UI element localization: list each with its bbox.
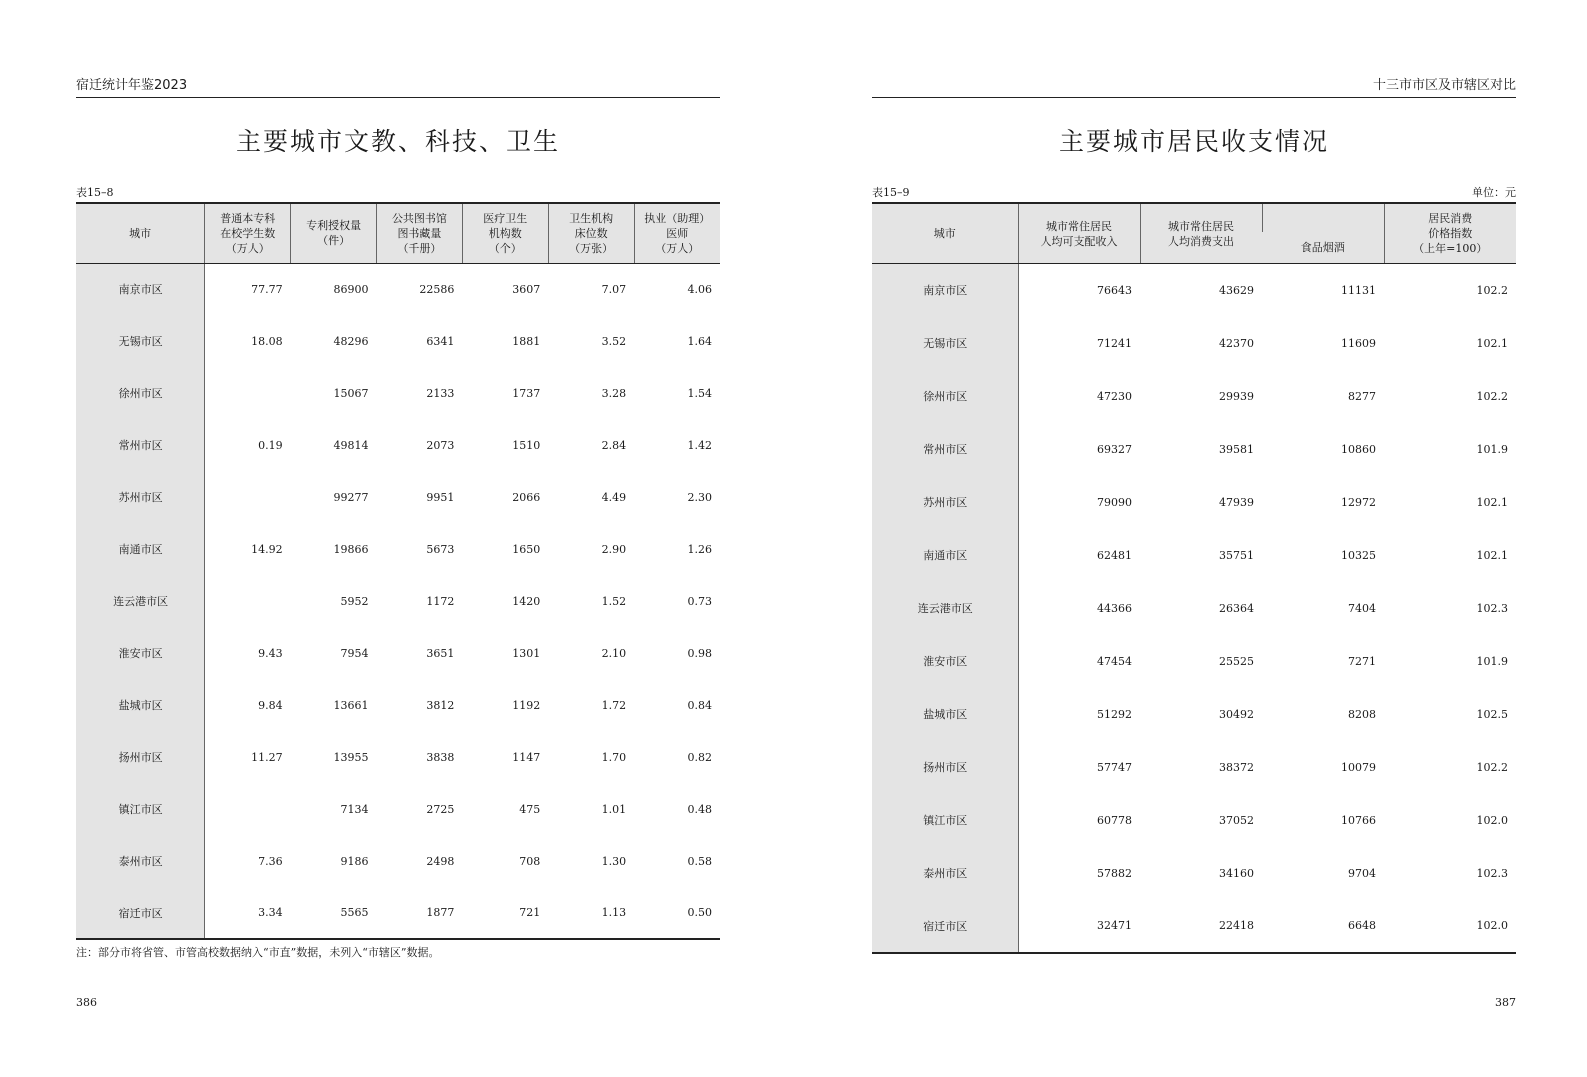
cell-doctors: 0.98 (687, 646, 712, 660)
table-row (76, 263, 720, 315)
cell-city: 常州市区 (76, 419, 205, 471)
cell-patents: 48296 (333, 334, 369, 348)
cell-beds: 2.90 (601, 542, 627, 556)
cell-patents: 15067 (333, 386, 369, 400)
cell-doctors: 1.64 (687, 334, 712, 348)
cell-income: 32471 (1018, 900, 1140, 953)
education-health-table (76, 202, 720, 940)
cell-cpi: 102.2 (1476, 389, 1508, 403)
table-row (76, 679, 720, 731)
cell-expenditure: 35751 (1219, 548, 1254, 562)
cell-food: 7404 (1348, 601, 1376, 615)
col-header-doctors: 执业（助理） 医师 （万人） (634, 203, 720, 263)
cell-institutions: 1301 (512, 646, 541, 660)
table-row (872, 900, 1516, 953)
cell-expenditure: 30492 (1219, 707, 1254, 721)
cell-doctors: 0.50 (634, 887, 720, 939)
col-header-institutions: 医疗卫生 机构数 （个） (462, 203, 548, 263)
cell-city: 宿迁市区 (872, 900, 1018, 953)
cell-city: 盐城市区 (872, 688, 1018, 741)
cell-beds: 3.28 (601, 386, 627, 400)
cell-city: 宿迁市区 (76, 887, 205, 939)
col-header-city: 城市 (76, 203, 205, 263)
cell-students: 77.77 (251, 282, 283, 296)
cell-city: 徐州市区 (872, 370, 1018, 423)
cell-students: 9.43 (258, 646, 283, 660)
cell-expenditure: 47939 (1219, 495, 1254, 509)
cell-city: 南通市区 (872, 529, 1018, 582)
cell-city: 镇江市区 (76, 783, 205, 835)
cell-income: 44366 (1097, 601, 1132, 615)
cell-expenditure: 43629 (1219, 283, 1254, 297)
col-header-patents: 专利授权量 （件） (291, 203, 377, 263)
cell-institutions: 475 (519, 802, 541, 816)
cell-beds: 4.49 (601, 490, 627, 504)
right-page (872, 0, 1516, 1077)
table-row (872, 741, 1516, 794)
cell-income: 47454 (1097, 654, 1132, 668)
col-header-food: 食品烟酒 (1262, 232, 1384, 264)
table-row (872, 476, 1516, 529)
table-id: 表15–9 (872, 186, 910, 199)
cell-doctors: 4.06 (687, 282, 712, 296)
cell-city: 扬州市区 (872, 741, 1018, 794)
cell-income: 60778 (1097, 813, 1132, 827)
table-row (76, 471, 720, 523)
cell-patents: 13661 (333, 698, 369, 712)
cell-expenditure: 29939 (1219, 389, 1254, 403)
cell-doctors: 0.82 (687, 750, 712, 764)
cell-institutions: 1650 (512, 542, 541, 556)
cell-city: 南京市区 (872, 264, 1018, 317)
cell-institutions: 1510 (512, 438, 541, 452)
cell-cpi: 102.5 (1476, 707, 1508, 721)
cell-cpi: 102.3 (1476, 866, 1508, 880)
cell-library: 1877 (377, 887, 463, 939)
cell-beds: 1.72 (601, 698, 627, 712)
cell-students (205, 471, 291, 523)
cell-city: 淮安市区 (76, 627, 205, 679)
cell-doctors: 1.26 (687, 542, 712, 556)
cell-city: 苏州市区 (872, 476, 1018, 529)
cell-city: 南通市区 (76, 523, 205, 575)
table-meta-right (872, 184, 1516, 200)
cell-students: 0.19 (258, 438, 283, 452)
table-row (872, 370, 1516, 423)
cell-expenditure: 34160 (1219, 866, 1254, 880)
cell-beds: 1.13 (548, 887, 634, 939)
cell-cpi: 102.1 (1476, 548, 1508, 562)
table-row (76, 315, 720, 367)
cell-students (205, 575, 291, 627)
cell-doctors: 0.73 (687, 594, 712, 608)
page-title-left: 主要城市文教、科技、卫生 (235, 127, 560, 156)
cell-cpi: 101.9 (1476, 442, 1508, 456)
cell-food: 7271 (1348, 654, 1376, 668)
cell-expenditure: 26364 (1219, 601, 1254, 615)
cell-cpi: 101.9 (1476, 654, 1508, 668)
cell-city: 南京市区 (76, 263, 205, 315)
cell-patents: 7134 (340, 802, 369, 816)
cell-cpi: 102.3 (1476, 601, 1508, 615)
cell-income: 76643 (1097, 283, 1132, 297)
cell-cpi: 102.1 (1476, 495, 1508, 509)
cell-doctors: 1.42 (687, 438, 712, 452)
cell-city: 常州市区 (872, 423, 1018, 476)
cell-food: 12972 (1341, 495, 1376, 509)
cell-patents: 19866 (333, 542, 369, 556)
cell-library: 2725 (426, 802, 455, 816)
cell-food: 10079 (1341, 760, 1376, 774)
cell-students (205, 367, 291, 419)
cell-patents: 5565 (291, 887, 377, 939)
table-row (872, 688, 1516, 741)
cell-library: 2073 (426, 438, 455, 452)
cell-patents: 86900 (333, 282, 369, 296)
cell-beds: 2.10 (601, 646, 627, 660)
table-row (872, 847, 1516, 900)
cell-city: 镇江市区 (872, 794, 1018, 847)
cell-income: 47230 (1097, 389, 1132, 403)
cell-food: 10325 (1341, 548, 1376, 562)
cell-library: 2133 (426, 386, 455, 400)
income-expenditure-table (872, 202, 1516, 954)
cell-institutions: 1737 (512, 386, 541, 400)
cell-institutions: 2066 (512, 490, 541, 504)
table-row (76, 523, 720, 575)
cell-patents: 5952 (340, 594, 369, 608)
cell-library: 22586 (419, 282, 455, 296)
table-row (76, 887, 720, 939)
cell-beds: 2.84 (601, 438, 627, 452)
table-row (76, 731, 720, 783)
cell-doctors: 0.58 (687, 854, 712, 868)
cell-beds: 7.07 (601, 282, 627, 296)
cell-food: 10766 (1341, 813, 1376, 827)
cell-city: 无锡市区 (76, 315, 205, 367)
cell-students: 9.84 (258, 698, 283, 712)
cell-city: 连云港市区 (76, 575, 205, 627)
cell-doctors: 1.54 (687, 386, 712, 400)
page-number-left: 386 (76, 996, 97, 1009)
cell-patents: 7954 (340, 646, 369, 660)
cell-library: 3651 (426, 646, 455, 660)
cell-food: 8277 (1348, 389, 1376, 403)
cell-institutions: 3607 (512, 282, 541, 296)
cell-doctors: 0.84 (687, 698, 712, 712)
cell-income: 71241 (1097, 336, 1132, 350)
cell-library: 9951 (426, 490, 455, 504)
cell-students (205, 783, 291, 835)
cell-patents: 49814 (333, 438, 369, 452)
unit-label: 单位：元 (1472, 186, 1516, 199)
cell-beds: 1.52 (601, 594, 627, 608)
cell-cpi: 102.1 (1476, 336, 1508, 350)
cell-cpi: 102.0 (1476, 813, 1508, 827)
cell-city: 盐城市区 (76, 679, 205, 731)
cell-institutions: 1192 (512, 698, 541, 712)
cell-library: 3838 (426, 750, 455, 764)
cell-expenditure: 22418 (1140, 900, 1262, 953)
cell-expenditure: 25525 (1219, 654, 1254, 668)
table-row (76, 575, 720, 627)
cell-library: 1172 (426, 594, 455, 608)
cell-students: 3.34 (205, 887, 291, 939)
cell-food: 11609 (1341, 336, 1376, 350)
cell-patents: 13955 (333, 750, 369, 764)
cell-doctors: 2.30 (687, 490, 712, 504)
table-row (76, 783, 720, 835)
cell-institutions: 721 (462, 887, 548, 939)
page-number-right: 387 (1495, 996, 1516, 1009)
cell-income: 51292 (1097, 707, 1132, 721)
col-header-library: 公共图书馆 图书藏量 （千册） (377, 203, 463, 263)
cell-expenditure: 42370 (1219, 336, 1254, 350)
table-row (76, 367, 720, 419)
running-head-left: 宿迁统计年鉴2023 (76, 74, 720, 98)
cell-city: 连云港市区 (872, 582, 1018, 635)
cell-students: 14.92 (251, 542, 283, 556)
table-row (76, 835, 720, 887)
cell-students: 18.08 (251, 334, 283, 348)
col-header-expenditure: 城市常住居民 人均消费支出 (1140, 203, 1262, 264)
cell-institutions: 1420 (512, 594, 541, 608)
col-header-food-spacer (1262, 203, 1384, 232)
cell-library: 2498 (426, 854, 455, 868)
col-header-beds: 卫生机构 床位数 （万张） (548, 203, 634, 263)
cell-patents: 9186 (340, 854, 369, 868)
cell-city: 泰州市区 (76, 835, 205, 887)
table-row (872, 582, 1516, 635)
cell-patents: 99277 (333, 490, 369, 504)
cell-institutions: 1147 (512, 750, 541, 764)
col-header-city: 城市 (872, 203, 1018, 264)
cell-institutions: 708 (519, 854, 541, 868)
table-row (872, 529, 1516, 582)
table-row (76, 627, 720, 679)
left-page (76, 0, 720, 1077)
cell-expenditure: 37052 (1219, 813, 1254, 827)
cell-city: 苏州市区 (76, 471, 205, 523)
cell-library: 6341 (426, 334, 455, 348)
cell-city: 无锡市区 (872, 317, 1018, 370)
cell-beds: 3.52 (601, 334, 627, 348)
footnote: 注：部分市将省管、市管高校数据纳入“市直”数据，未列入“市辖区”数据。 (76, 946, 440, 959)
cell-income: 69327 (1097, 442, 1132, 456)
cell-library: 5673 (426, 542, 455, 556)
cell-food: 8208 (1348, 707, 1376, 721)
cell-income: 57882 (1097, 866, 1132, 880)
cell-food: 6648 (1262, 900, 1384, 953)
table-row (872, 264, 1516, 317)
table-header-row (76, 203, 720, 263)
cell-doctors: 0.48 (687, 802, 712, 816)
cell-beds: 1.70 (601, 750, 627, 764)
table-header-row (872, 203, 1516, 232)
cell-food: 10860 (1341, 442, 1376, 456)
cell-beds: 1.01 (601, 802, 627, 816)
cell-library: 3812 (426, 698, 455, 712)
cell-city: 扬州市区 (76, 731, 205, 783)
table-row (872, 794, 1516, 847)
cell-expenditure: 38372 (1219, 760, 1254, 774)
col-header-income: 城市常住居民 人均可支配收入 (1018, 203, 1140, 264)
col-header-students: 普通本专科 在校学生数 （万人） (205, 203, 291, 263)
table-row (76, 419, 720, 471)
cell-students: 7.36 (258, 854, 283, 868)
cell-income: 79090 (1097, 495, 1132, 509)
cell-cpi: 102.2 (1476, 760, 1508, 774)
cell-institutions: 1881 (512, 334, 541, 348)
cell-students: 11.27 (251, 750, 283, 764)
cell-expenditure: 39581 (1219, 442, 1254, 456)
cell-city: 徐州市区 (76, 367, 205, 419)
cell-cpi: 102.2 (1476, 283, 1508, 297)
cell-food: 9704 (1348, 866, 1376, 880)
cell-city: 泰州市区 (872, 847, 1018, 900)
cell-income: 57747 (1097, 760, 1132, 774)
cell-income: 62481 (1097, 548, 1132, 562)
table-meta-left (76, 184, 720, 200)
cell-food: 11131 (1341, 283, 1376, 297)
running-head-right: 十三市市区及市辖区对比 (872, 74, 1516, 98)
table-row (872, 423, 1516, 476)
col-header-cpi: 居民消费 价格指数 （上年=100） (1384, 203, 1516, 264)
cell-cpi: 102.0 (1384, 900, 1516, 953)
table-id: 表15–8 (76, 186, 114, 199)
table-row (872, 317, 1516, 370)
cell-beds: 1.30 (601, 854, 627, 868)
table-row (872, 635, 1516, 688)
page-title-right: 主要城市居民收支情况 (1058, 127, 1329, 156)
cell-city: 淮安市区 (872, 635, 1018, 688)
